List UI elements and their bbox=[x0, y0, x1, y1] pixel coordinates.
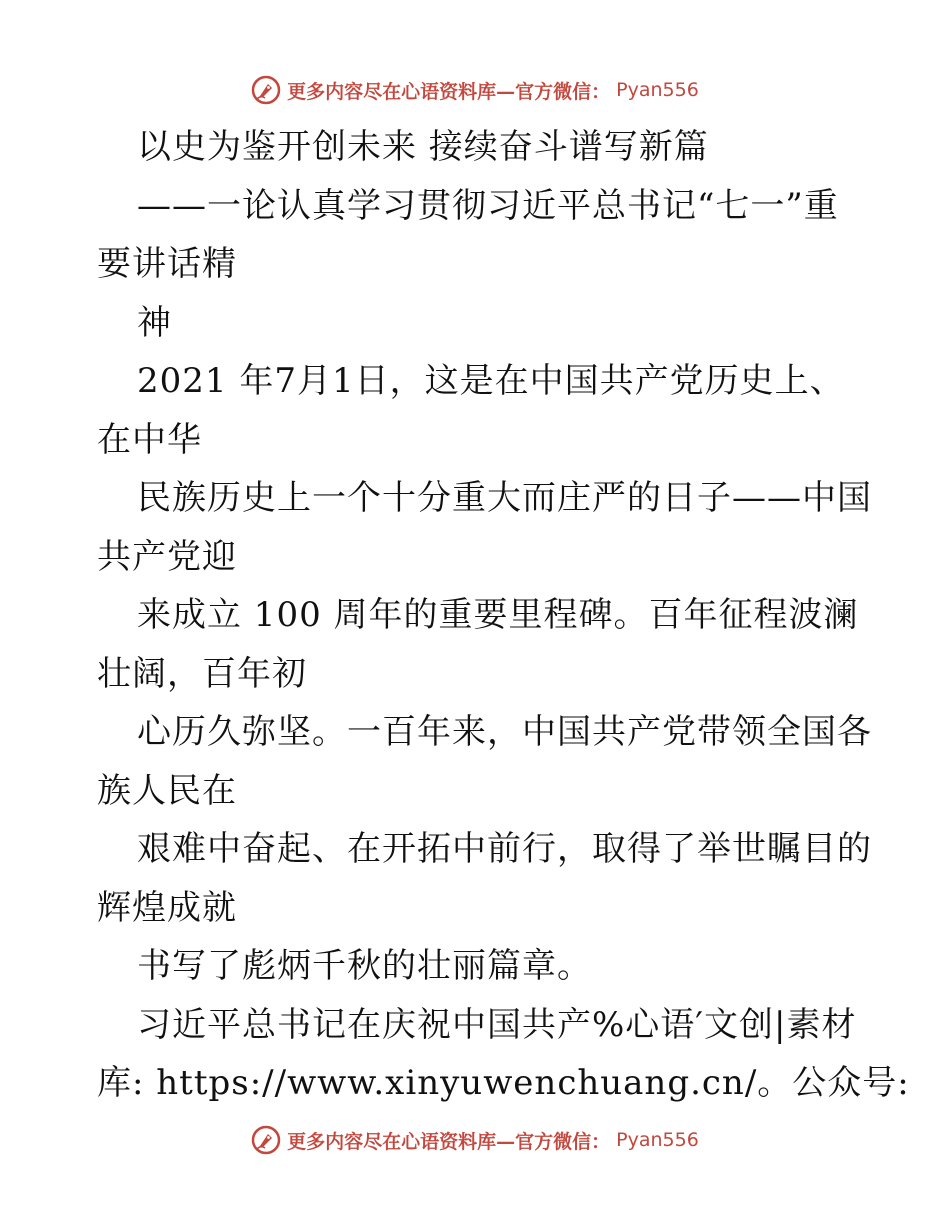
text-line: 辉煌成就 bbox=[97, 887, 237, 928]
text-line: 书写了彪炳千秋的壮丽篇章。 bbox=[137, 946, 592, 986]
footer-banner bbox=[0, 1120, 950, 1160]
text-line: 2021 年7月1日，这是在中国共产党历史上、 bbox=[137, 361, 845, 401]
text-line: 神 bbox=[137, 302, 172, 343]
text-line: 艰难中奋起、在开拓中前行，取得了举世瞩目的 bbox=[137, 829, 872, 869]
text-line: 要讲话精 bbox=[97, 244, 237, 284]
text-line: 心历久弥坚。一百年来，中国共产党带领全国各 bbox=[137, 712, 872, 752]
footer-wechat-id: Pyan556 bbox=[616, 1129, 699, 1151]
footer-brand-text: 更多内容尽在心语资料库—官方微信： bbox=[287, 1130, 611, 1153]
text-line: 共产党迎 bbox=[97, 536, 237, 577]
header-banner bbox=[0, 70, 950, 110]
text-line: 习近平总书记在庆祝中国共产%心语′文创|素材 bbox=[137, 1004, 857, 1045]
document-subtitle: ——一论认真学习贯彻习近平总书记“七一”重 bbox=[137, 185, 839, 226]
header-brand-text: 更多内容尽在心语资料库—官方微信： bbox=[287, 80, 611, 103]
document-body bbox=[97, 118, 910, 1113]
text-line: 库: https://www.xinyuwenchuang.cn/。公众号: bbox=[97, 1063, 910, 1103]
text-line: 壮阔，百年初 bbox=[97, 653, 307, 694]
header-wechat-id: Pyan556 bbox=[616, 79, 699, 101]
text-line: 在中华 bbox=[97, 419, 202, 460]
pen-nib-logo-icon bbox=[251, 1125, 281, 1155]
pen-nib-logo-icon bbox=[251, 75, 281, 105]
text-line: 民族历史上一个十分重大而庄严的日子——中国 bbox=[137, 478, 872, 518]
text-line: 族人民在 bbox=[97, 770, 237, 811]
document-title: 以史为鉴开创未来 接续奋斗谱写新篇 bbox=[137, 127, 709, 167]
text-line: 来成立 100 周年的重要里程碑。百年征程波澜 bbox=[137, 595, 859, 635]
